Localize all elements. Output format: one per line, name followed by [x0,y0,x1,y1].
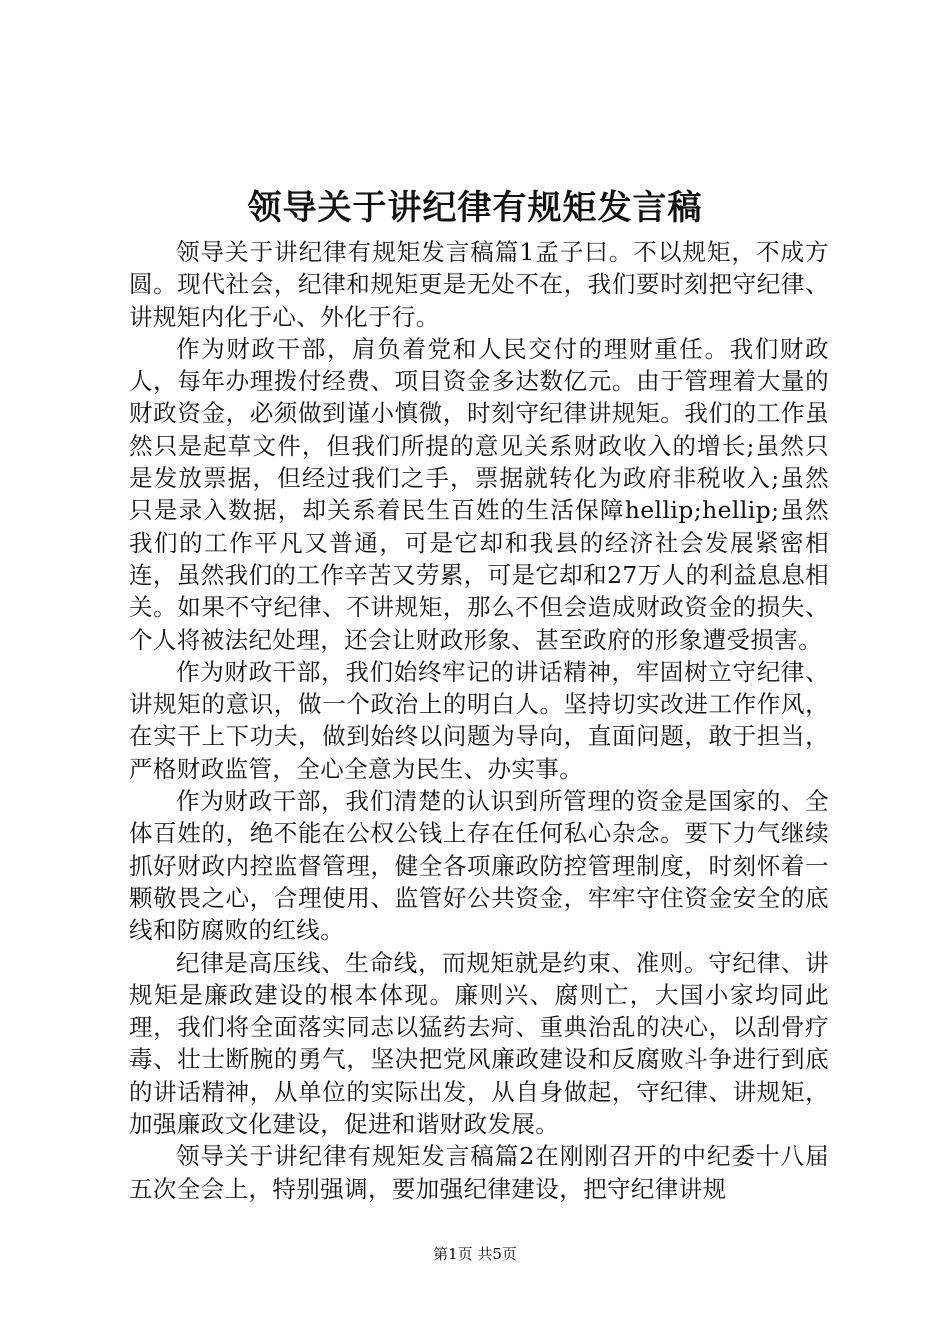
paragraph-2: 作为财政干部，肩负着党和人民交付的理财重任。我们财政人，每年办理拨付经费、项目资金多达数亿元。由于管理着大量的财政资金，必须做到谨小慎微，时刻守纪律讲规矩。我们的工作虽然只是起草文件，但我们所提的意见关系财政收入的增长;虽然只是发放票据，但经过我们之手，票据就转化为政府非税收入;虽然只是录入数据，却关系着民生百姓的生活保障hellip;hellip;虽然我们的工作平凡又普通，可是它却和我县的经济社会发展紧密相连，虽然我们的工作辛苦又劳累，可是它却和27万人的利益息息相关。如果不守纪律、不讲规矩，那么不但会造成财政资金的损失、个人将被法纪处理，还会让财政形象、甚至政府的形象遭受损害。 [129,334,829,654]
paragraph-4: 作为财政干部，我们清楚的认识到所管理的资金是国家的、全体百姓的，绝不能在公权公钱上存在任何私心杂念。要下力气继续抓好财政内控监督管理，健全各项廉政防控管理制度，时刻怀着一颗敬畏之心，合理使用、监管好公共资金，牢牢守住资金安全的底线和防腐败的红线。 [129,787,829,945]
paragraph-5: 纪律是高压线、生命线，而规矩就是约束、准则。守纪律、讲规矩是廉政建设的根本体现。廉则兴、腐则亡，大国小家均同此理，我们将全面落实同志以猛药去疴、重典治乱的决心，以刮骨疗毒、壮士断腕的勇气，坚决把党风廉政建设和反腐败斗争进行到底的讲话精神，从单位的实际出发，从自身做起，守纪律、讲规矩，加强廉政文化建设，促进和谐财政发展。 [129,948,829,1139]
page-number-footer: 第1页 共5页 [433,1245,517,1263]
document-title: 领导关于讲纪律有规矩发言稿 [247,188,703,228]
paragraph-3: 作为财政干部，我们始终牢记的讲话精神，牢固树立守纪律、讲规矩的意识，做一个政治上的明白人。坚持切实改进工作作风，在实干上下功夫，做到始终以问题为导向，直面问题，敢于担当，严格财政监管，全心全意为民生、办实事。 [129,657,829,783]
paragraph-1: 领导关于讲纪律有规矩发言稿篇1孟子曰。不以规矩，不成方圆。现代社会，纪律和规矩更是无处不在，我们要时刻把守纪律、讲规矩内化于心、外化于行。 [129,238,829,331]
document-body [129,236,829,1205]
paragraph-6: 领导关于讲纪律有规矩发言稿篇2在刚刚召开的中纪委十八届五次全会上，特别强调，要加强纪律建设，把守纪律讲规 [129,1142,829,1203]
